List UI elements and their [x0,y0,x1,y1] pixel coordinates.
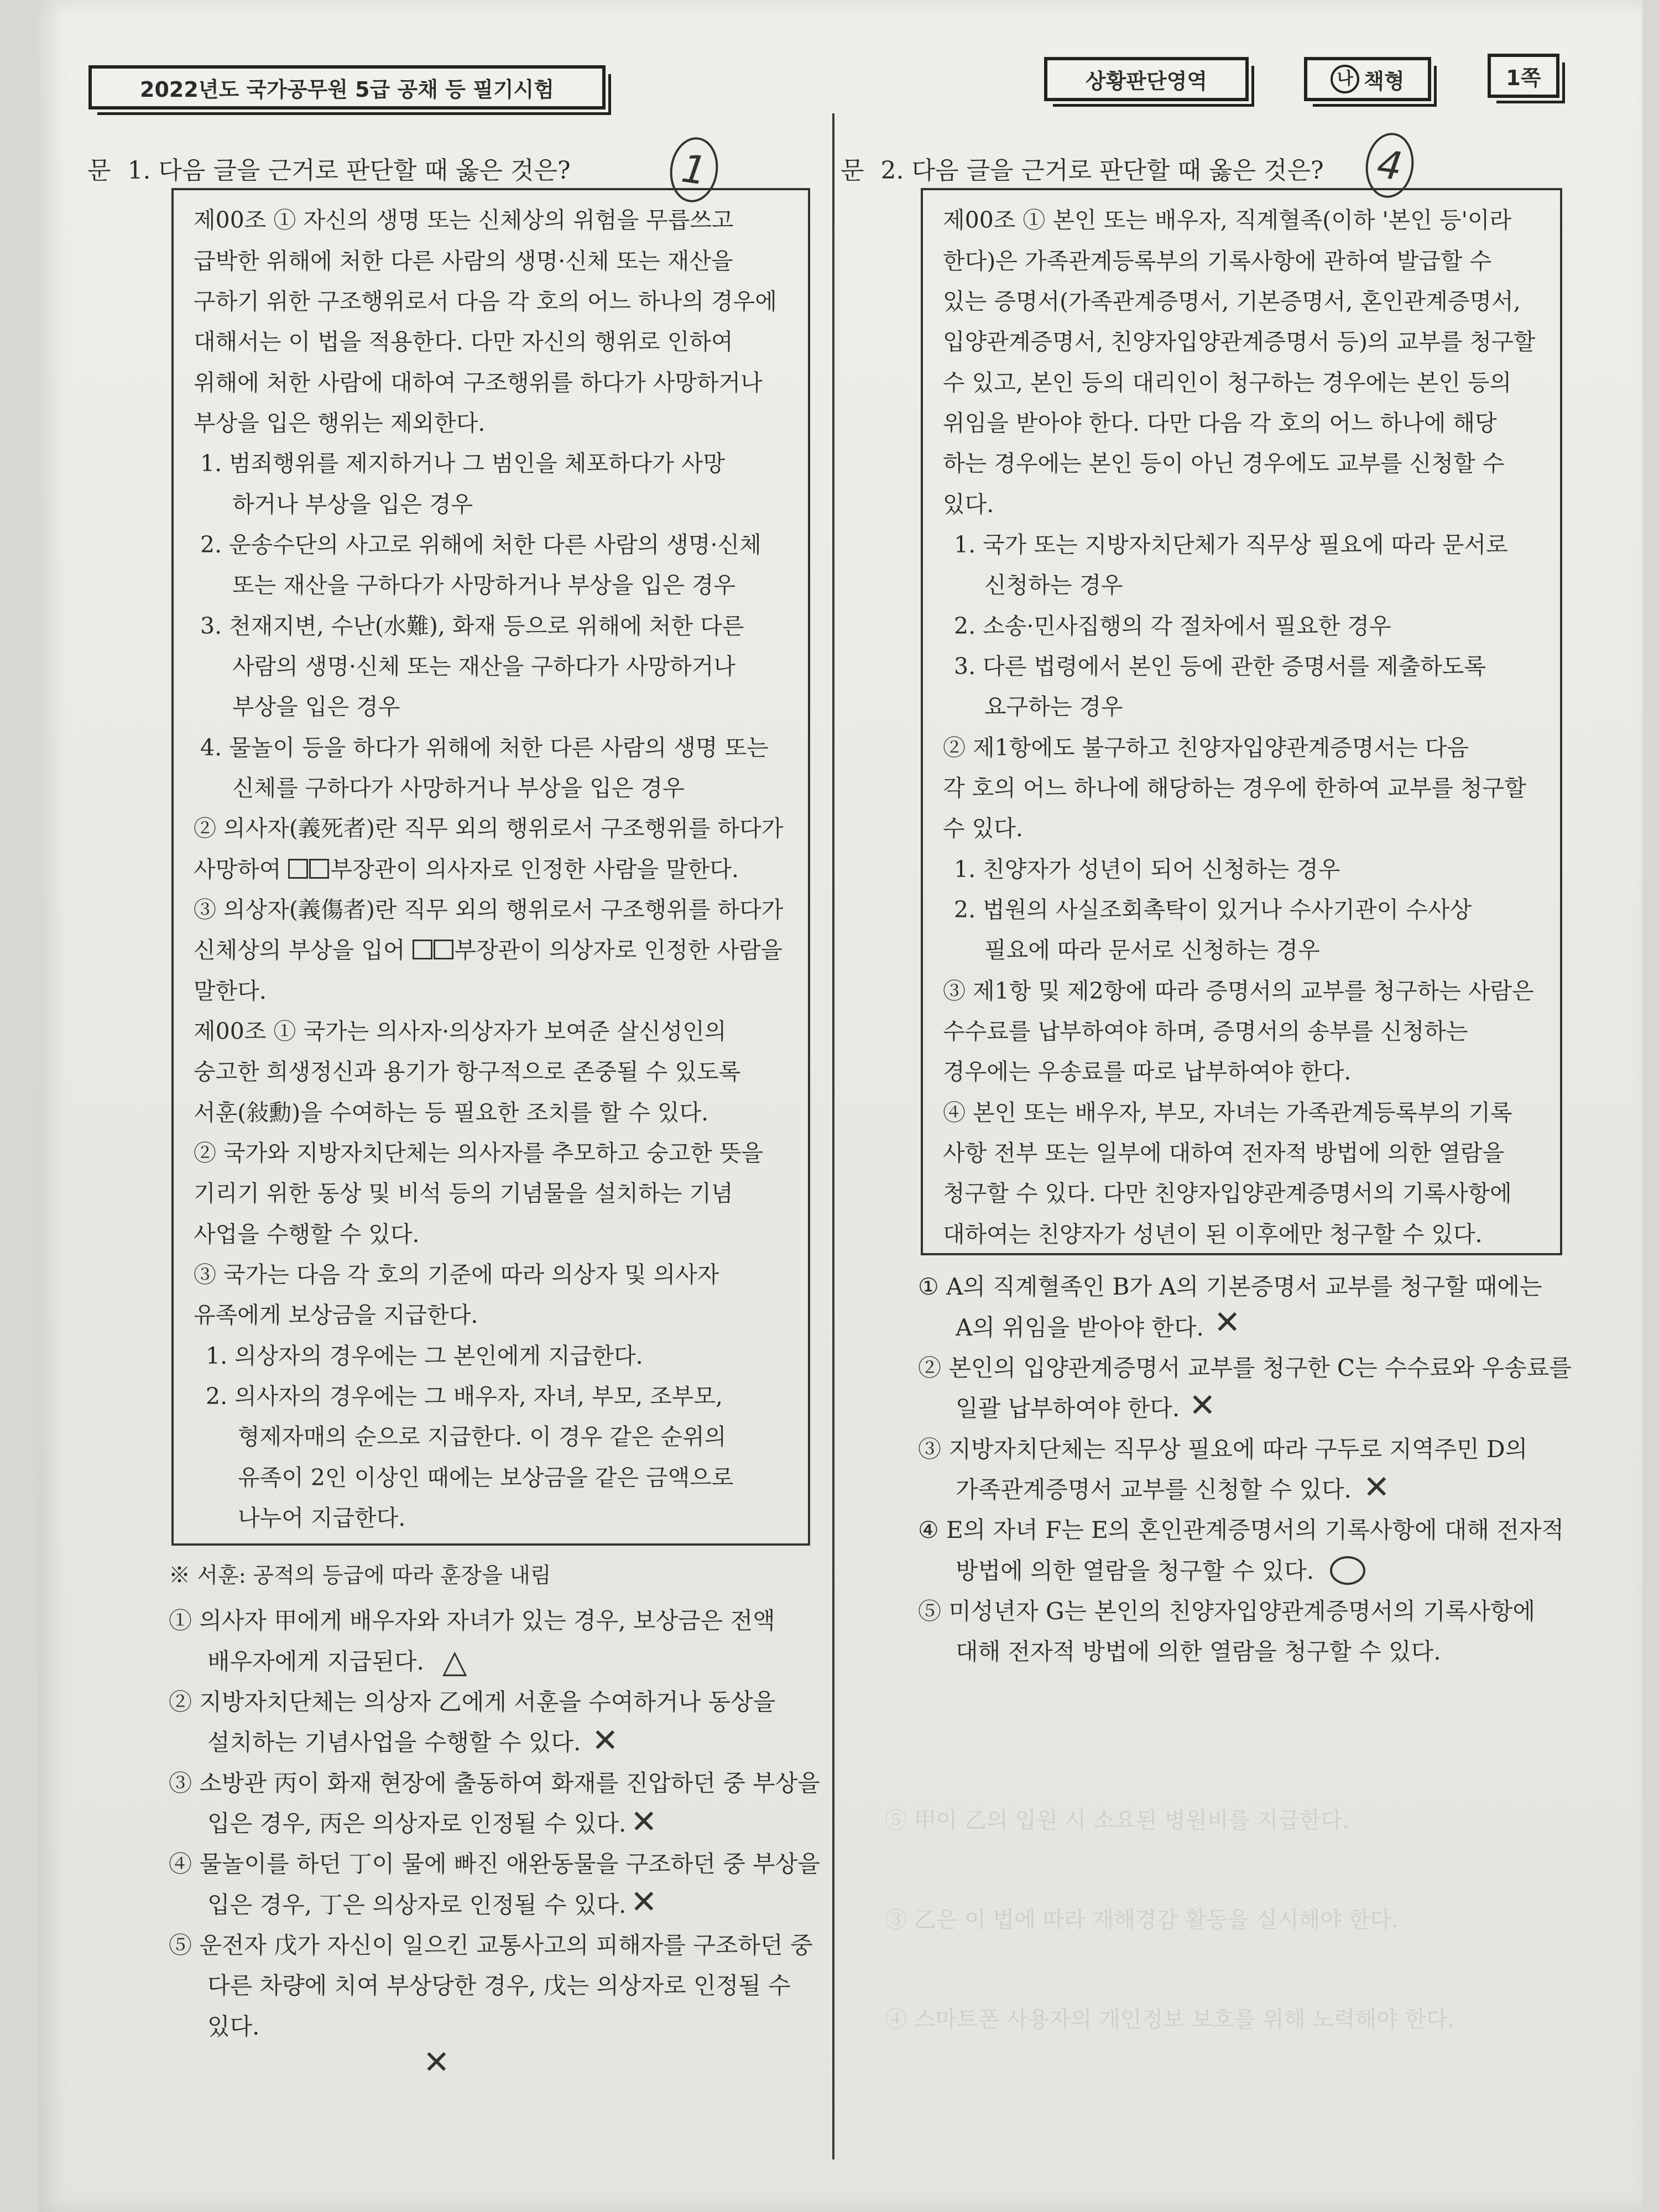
triangle-mark-icon: △ [442,1642,467,1680]
law-line: 부상을 입은 경우 [232,693,400,720]
law-line: 4. 물놀이 등을 하다가 위해에 처한 다른 사람의 생명 또는 [200,734,769,761]
law-line: 신체상의 부상을 입어 부장관이 의상자로 인정한 사람을 [194,937,783,963]
law-line: 1. 범죄행위를 제지하거나 그 범인을 체포하다가 사망 [200,450,726,477]
option-2[interactable]: ② 본인의 입양관계증명서 교부를 청구한 C는 수수료와 우송료를 [918,1354,1572,1381]
footnote: ※ 서훈: 공적의 등급에 따라 훈장을 내림 [169,1563,551,1588]
law-line: 위해에 처한 사람에 대하여 구조행위를 하다가 사망하거나 [194,369,763,396]
law-line: 구하기 위한 구조행위로서 다음 각 호의 어느 하나의 경우에 [194,288,777,315]
law-line: 3. 다른 법령에서 본인 등에 관한 증명서를 제출하도록 [954,653,1486,680]
column-divider [832,113,834,2159]
bleed-through-text: ⑤ 甲이 乙의 입원 시 소요된 병원비를 지급한다. [885,1808,1349,1833]
option-4-cont: 방법에 의한 열람을 청구할 수 있다. [956,1557,1314,1584]
booklet-suffix: 책형 [1364,69,1405,93]
law-line: 수 있다. [943,815,1023,842]
law-line: 제00조 ① 자신의 생명 또는 신체상의 위험을 무릅쓰고 [194,207,734,233]
option-3[interactable]: ③ 지방자치단체는 직무상 필요에 따라 구두로 지역주민 D의 [918,1436,1528,1463]
law-line: 사망하여 부장관이 의사자로 인정한 사람을 말한다. [194,856,739,883]
law-line: 경우에는 우송료를 따로 납부하여야 한다. [943,1058,1352,1085]
law-line: ③ 제1항 및 제2항에 따라 증명서의 교부를 청구하는 사람은 [943,978,1534,1004]
option-2-cont: 일괄 납부하여야 한다. [956,1395,1180,1422]
page-number: 1쪽 [1488,54,1559,98]
option-2[interactable]: ② 지방자치단체는 의상자 乙에게 서훈을 수여하거나 동상을 [169,1688,776,1715]
law-line: 나누어 지급한다. [238,1505,406,1531]
law-line: 필요에 따라 문서로 신청하는 경우 [984,937,1320,963]
law-line: 2. 소송·민사집행의 각 절차에서 필요한 경우 [954,613,1391,639]
law-line: 말한다. [194,978,267,1004]
law-line: 또는 재산을 구하다가 사망하거나 부상을 입은 경우 [232,572,735,598]
law-line: 입양관계증명서, 친양자입양관계증명서 등)의 교부를 청구할 [943,328,1536,355]
law-line: 형제자매의 순으로 지급한다. 이 경우 같은 순위의 [238,1423,727,1450]
law-line: 하는 경우에는 본인 등이 아닌 경우에도 교부를 신청할 수 [943,450,1505,477]
question-number: 2. [880,156,904,185]
booklet-type [1304,57,1431,101]
law-line: 1. 국가 또는 지방자치단체가 직무상 필요에 따라 문서로 [954,531,1508,558]
law-line: ② 국가와 지방자치단체는 의사자를 추모하고 숭고한 뜻을 [194,1140,764,1166]
option-1[interactable]: ① 의사자 甲에게 배우자와 자녀가 있는 경우, 보상금은 전액 [169,1607,775,1634]
law-line: 숭고한 희생정신과 용기가 항구적으로 존중될 수 있도록 [194,1058,741,1085]
law-line: 부상을 입은 행위는 제외한다. [194,410,486,436]
circle-mark-icon [1330,1556,1365,1585]
law-line: 신청하는 경우 [984,572,1123,598]
cross-mark-icon: ✕ [1363,1468,1390,1506]
bleed-through-text: ④ 스마트폰 사용자의 개인정보 보호를 위해 노력해야 한다. [885,2007,1455,2032]
law-line: 한다)은 가족관계등록부의 기록사항에 관하여 발급할 수 [943,248,1492,274]
law-line: 2. 의사자의 경우에는 그 배우자, 자녀, 부모, 조부모, [206,1383,723,1410]
option-5-cont: 있다. [207,2013,260,2040]
law-line: ④ 본인 또는 배우자, 부모, 자녀는 가족관계등록부의 기록 [943,1099,1512,1126]
exam-title: 2022년도 국가공무원 5급 공채 등 필기시험 [88,65,606,109]
law-line: 사업을 수행할 수 있다. [194,1221,420,1248]
law-line: ③ 국가는 다음 각 호의 기준에 따라 의상자 및 의사자 [194,1261,719,1288]
law-line: 요구하는 경우 [984,693,1123,720]
cross-mark-icon: ✕ [1189,1386,1216,1424]
law-line: 서훈(敍勳)을 수여하는 등 필요한 조치를 할 수 있다. [194,1099,709,1126]
law-line: 각 호의 어느 하나에 해당하는 경우에 한하여 교부를 청구할 [943,775,1526,801]
law-line: 수 있고, 본인 등의 대리인이 청구하는 경우에는 본인 등의 [943,369,1512,396]
cross-mark-icon: ✕ [630,1883,658,1921]
law-line: 급박한 위해에 처한 다른 사람의 생명·신체 또는 재산을 [194,248,733,274]
law-line: 대하여는 친양자가 성년이 된 이후에만 청구할 수 있다. [943,1221,1483,1248]
law-line: 사항 전부 또는 일부에 대하여 전자적 방법에 의한 열람을 [943,1140,1505,1166]
law-line: ② 의사자(義死者)란 직무 외의 행위로서 구조행위를 하다가 [194,815,784,842]
option-5-cont: 다른 차량에 치여 부상당한 경우, 戊는 의상자로 인정될 수 [207,1972,791,1999]
question-text: 다음 글을 근거로 판단할 때 옳은 것은? [158,156,571,185]
question-label: 문 [841,156,864,185]
law-line: 청구할 수 있다. 다만 친양자입양관계증명서의 기록사항에 [943,1180,1512,1207]
law-line: 2. 법원의 사실조회촉탁이 있거나 수사기관이 수사상 [954,896,1472,923]
law-line: 유족이 2인 이상인 때에는 보상금을 같은 금액으로 [238,1464,734,1491]
cross-mark-icon: ✕ [630,1803,658,1840]
option-4-cont: 입은 경우, 丁은 의상자로 인정될 수 있다. [207,1891,627,1918]
q1-header [87,150,571,186]
option-5-cont: 대해 전자적 방법에 의한 열람을 청구할 수 있다. [956,1638,1441,1665]
option-5[interactable]: ⑤ 운전자 戊가 자신이 일으킨 교통사고의 피해자를 구조하던 중 [169,1932,813,1959]
question-number: 1. [127,156,151,185]
law-line: 위임을 받아야 한다. 다만 다음 각 호의 어느 하나에 해당 [943,410,1497,436]
law-line: 1. 친양자가 성년이 되어 신청하는 경우 [954,856,1340,883]
option-3[interactable]: ③ 소방관 丙이 화재 현장에 출동하여 화재를 진압하던 중 부상을 [169,1770,820,1797]
option-1-cont: 배우자에게 지급된다. [207,1648,424,1675]
q2-header [841,150,1324,186]
question-label: 문 [87,156,111,185]
bleed-through-text: ③ 乙은 이 법에 따라 재해경감 활동을 실시해야 한다. [885,1907,1399,1933]
law-line: 유족에게 보상금을 지급한다. [194,1302,478,1328]
question-text: 다음 글을 근거로 판단할 때 옳은 것은? [911,156,1324,185]
option-3-cont: 가족관계증명서 교부를 신청할 수 있다. [956,1476,1352,1503]
law-line: 사람의 생명·신체 또는 재산을 구하다가 사망하거나 [232,653,735,680]
handwritten-answer: 4 [1361,130,1418,201]
law-line: 수수료를 납부하여야 하며, 증명서의 송부를 신청하는 [943,1018,1468,1045]
booklet-letter: 나 [1331,65,1359,93]
handwritten-answer: 1 [666,134,722,206]
option-4[interactable]: ④ 물놀이를 하던 丁이 물에 빠진 애완동물을 구조하던 중 부상을 [169,1850,820,1877]
section-name: 상황판단영역 [1044,57,1249,101]
option-1-cont: A의 위임을 받아야 한다. [956,1314,1204,1341]
law-line: 제00조 ① 본인 또는 배우자, 직계혈족(이하 '본인 등'이라 [943,207,1512,233]
option-2-cont: 설치하는 기념사업을 수행할 수 있다. [207,1729,581,1756]
law-line: 2. 운송수단의 사고로 위해에 처한 다른 사람의 생명·신체 [200,531,761,558]
cross-mark-icon: ✕ [1214,1303,1241,1341]
law-line: 하거나 부상을 입은 경우 [232,491,473,518]
option-5[interactable]: ⑤ 미성년자 G는 본인의 친양자입양관계증명서의 기록사항에 [918,1598,1536,1625]
law-line: 1. 의상자의 경우에는 그 본인에게 지급한다. [206,1343,643,1369]
law-line: 있는 증명서(가족관계증명서, 기본증명서, 혼인관계증명서, [943,288,1521,315]
option-1[interactable]: ① A의 직계혈족인 B가 A의 기본증명서 교부를 청구할 때에는 [918,1273,1542,1300]
law-line: 대해서는 이 법을 적용한다. 다만 자신의 행위로 인하여 [194,328,733,355]
law-line: 3. 천재지변, 수난(水難), 화재 등으로 위해에 처한 다른 [200,613,744,639]
law-line: 제00조 ① 국가는 의사자·의상자가 보여준 살신성인의 [194,1018,727,1045]
cross-mark-icon: ✕ [592,1721,619,1759]
law-line: ③ 의상자(義傷者)란 직무 외의 행위로서 구조행위를 하다가 [194,896,784,923]
law-line: ② 제1항에도 불구하고 친양자입양관계증명서는 다음 [943,734,1469,761]
cross-mark-icon: ✕ [423,2043,450,2081]
law-line: 기리기 위한 동상 및 비석 등의 기념물을 설치하는 기념 [194,1180,733,1207]
option-4[interactable]: ④ E의 자녀 F는 E의 혼인관계증명서의 기록사항에 대해 전자적 [918,1516,1564,1543]
option-3-cont: 입은 경우, 丙은 의상자로 인정될 수 있다. [207,1810,627,1837]
law-line: 신체를 구하다가 사망하거나 부상을 입은 경우 [232,775,685,801]
law-line: 있다. [943,491,994,518]
